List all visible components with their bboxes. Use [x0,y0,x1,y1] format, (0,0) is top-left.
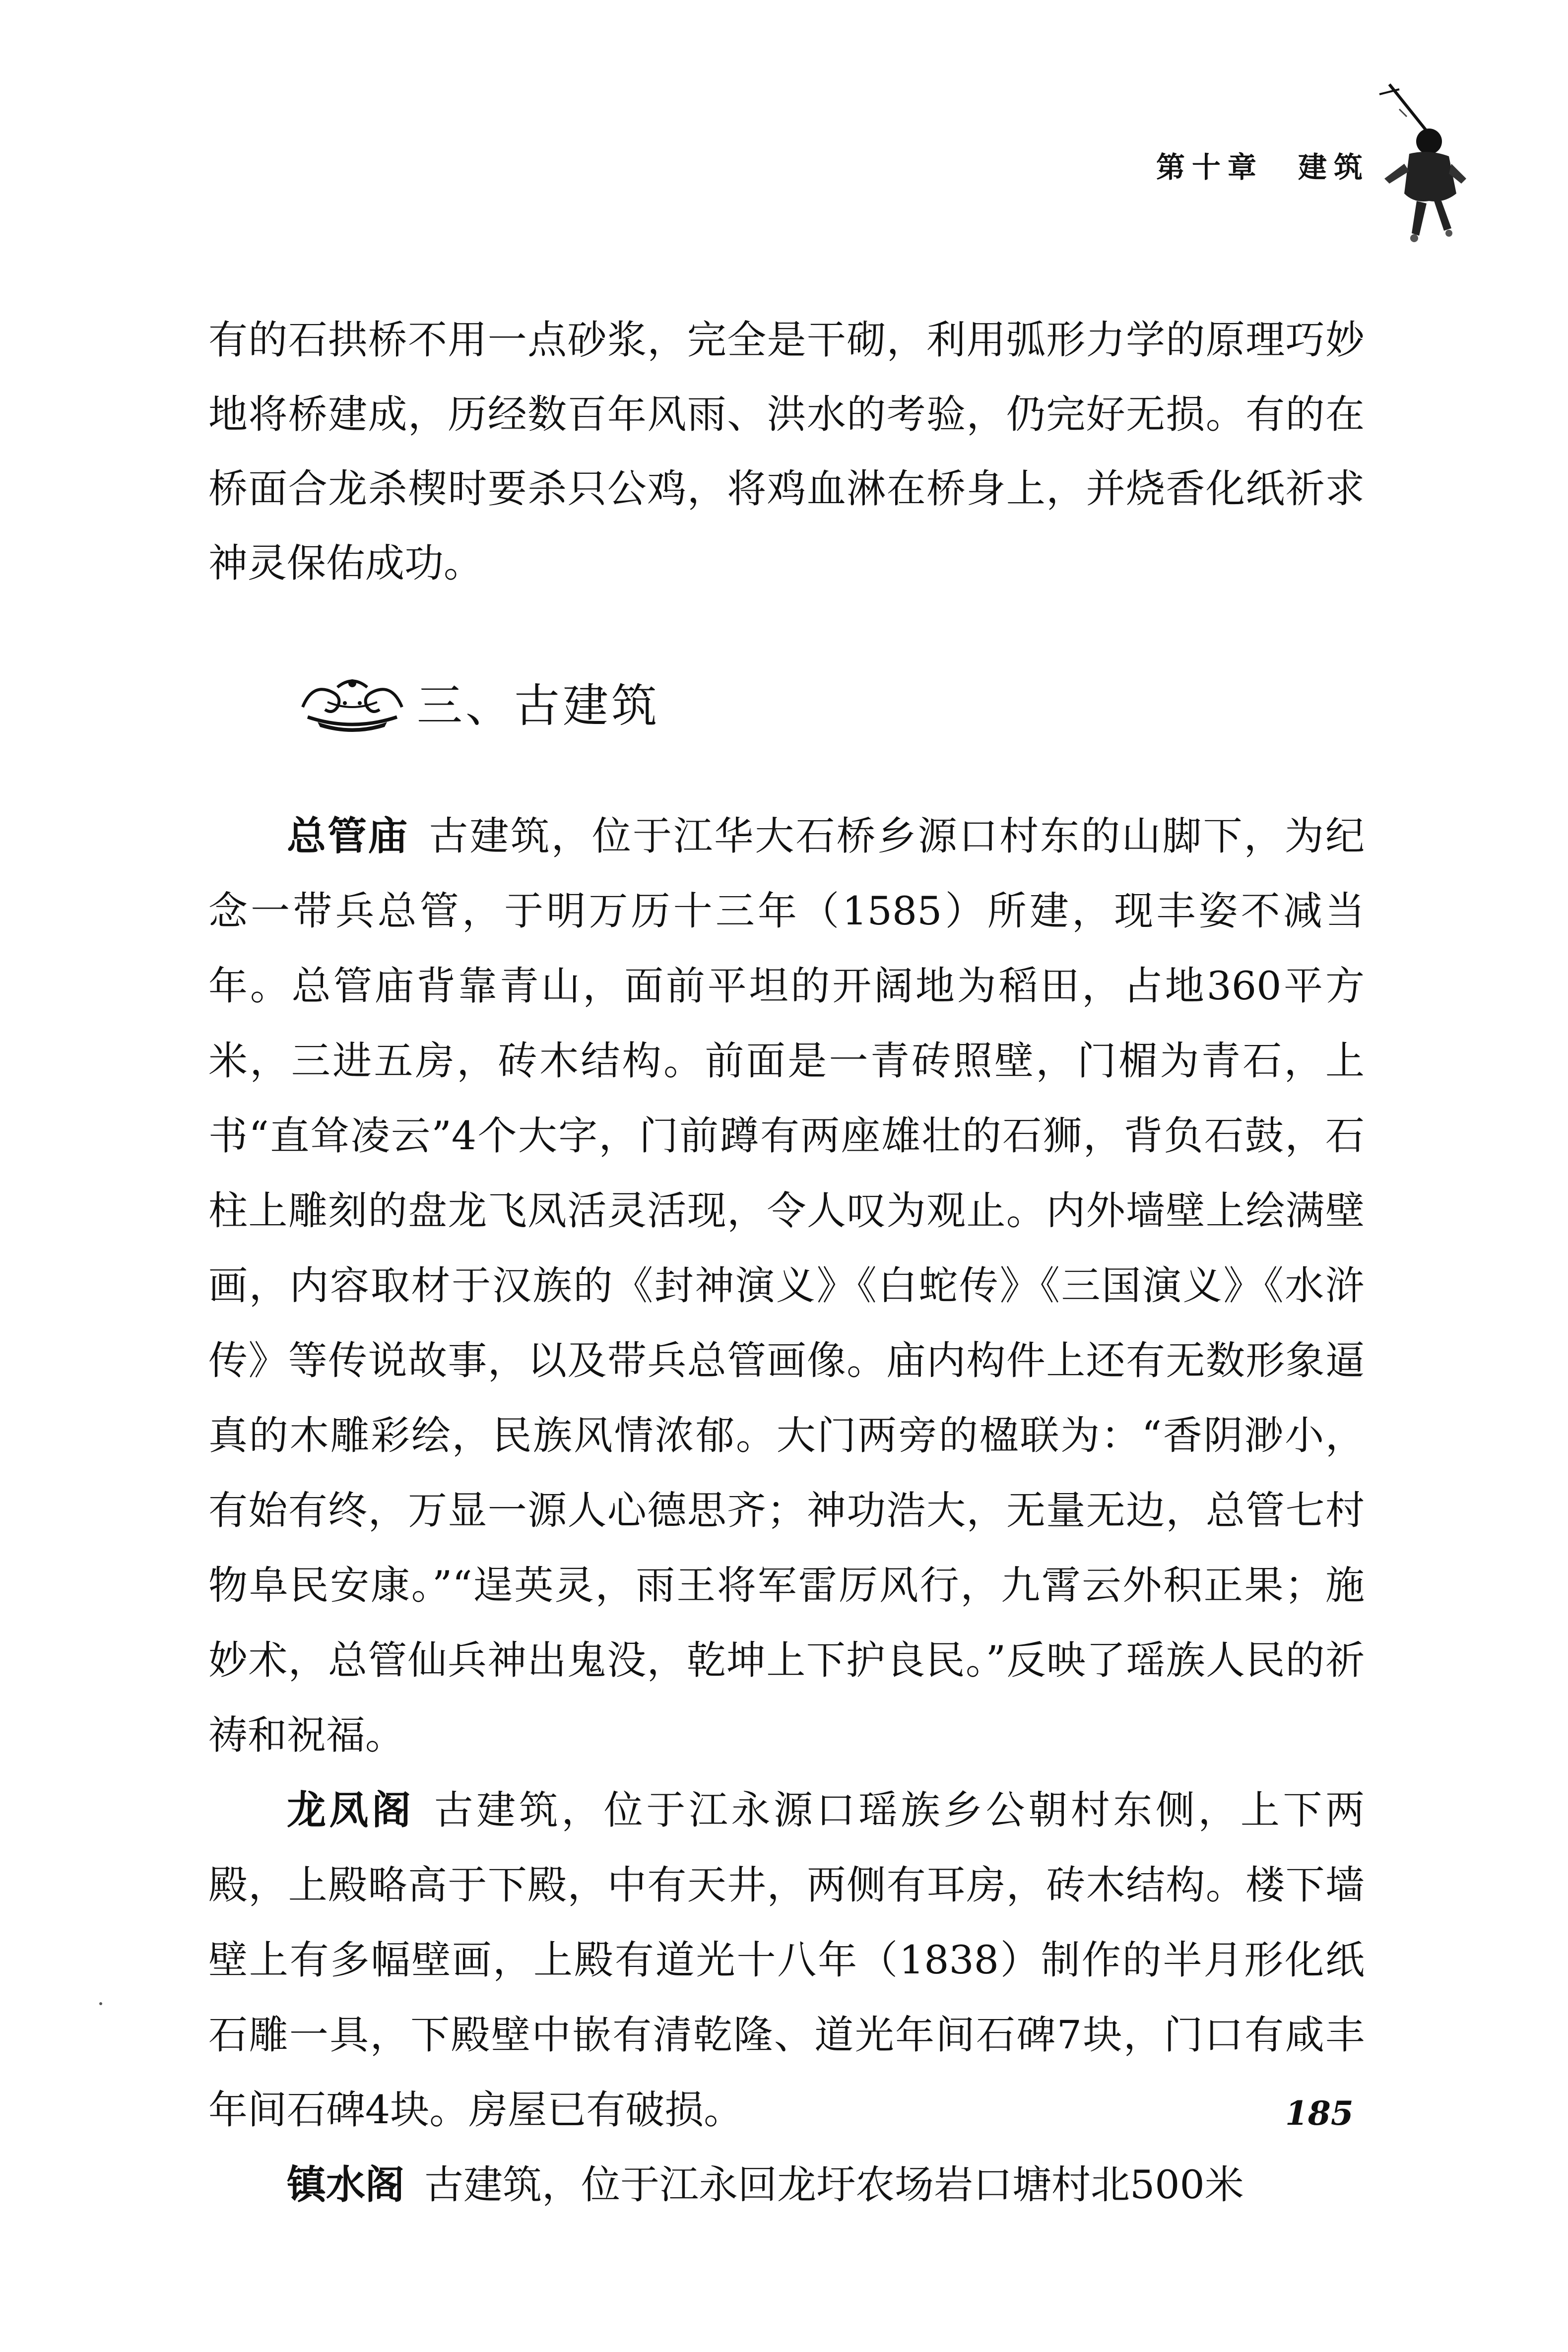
list-item [208,1773,1365,2148]
paragraph-text: 有的石拱桥不用一点砂浆，完全是干砌，利用弧形力学的原理巧妙地将桥建成，历经数百年风雨、洪水的考验，仍完好无损。有的在桥面合龙杀楔时要杀只公鸡，将鸡血淋在桥身上，并烧香化纸祈求神灵保佑成功。 [208,317,1365,586]
running-header [1156,144,1370,186]
list-item [208,799,1365,1773]
section-title: 三、古建筑 [417,679,660,732]
entry-term: 龙凤阁 [287,1787,414,1833]
entry-term: 总管庙 [287,813,409,859]
entry-text: 古建筑，位于江永回龙圩农场岩口塘村北500米 [424,2162,1244,2208]
chapter-number: 第十章 [1156,150,1264,184]
chapter-title: 建筑 [1298,150,1370,184]
entry-term: 镇水阁 [287,2162,404,2208]
entry-text: 古建筑，位于江永源口瑶族乡公朝村东侧，上下两殿，上殿略高于下殿，中有天井，两侧有耳房，砖木结构。楼下墙壁上有多幅壁画，上殿有道光十八年（1838）制作的半月形化纸石雕一具，下殿壁中嵌有清乾隆、道光年间石碑7块，门口有咸丰年间石碑4块。房屋已有破损。 [208,1787,1365,2133]
section-heading [298,665,660,739]
print-speck [99,2002,102,2005]
entries-list [208,799,1365,2222]
cloud-scroll-ornament-icon [298,672,407,732]
warrior-figure-icon [1370,79,1469,248]
page-number: 185 [1285,2094,1354,2133]
list-item [208,2148,1365,2222]
intro-paragraph [208,303,1365,600]
entry-text: 古建筑，位于江华大石桥乡源口村东的山脚下，为纪念一带兵总管，于明万历十三年（1585）所建，现丰姿不减当年。总管庙背靠青山，面前平坦的开阔地为稻田，占地360平方米，三进五房，砖木结构。前面是一青砖照壁，门楣为青石，上书“直耸凌云”4个大字，门前蹲有两座雄壮的石狮，背负石鼓，石柱上雕刻的盘龙飞凤活灵活现，令人叹为观止。内外墙壁上绘满壁画，内容取材于汉族的《封神演义》《白蛇传》《三国演义》《水浒传》等传说故事，以及带兵总管画像。庙内构件上还有无数形象逼真的木雕彩绘，民族风情浓郁。大门两旁的楹联为：“香阴渺小，有始有终，万显一源人心德思齐；神功浩大，无量无边，总管七村物阜民安康。”“逞英灵，雨王将军雷厉风行，九霄云外积正果；施妙术，总管仙兵神出鬼没，乾坤上下护良民。”反映了瑶族人民的祈祷和祝福。 [208,813,1365,1758]
